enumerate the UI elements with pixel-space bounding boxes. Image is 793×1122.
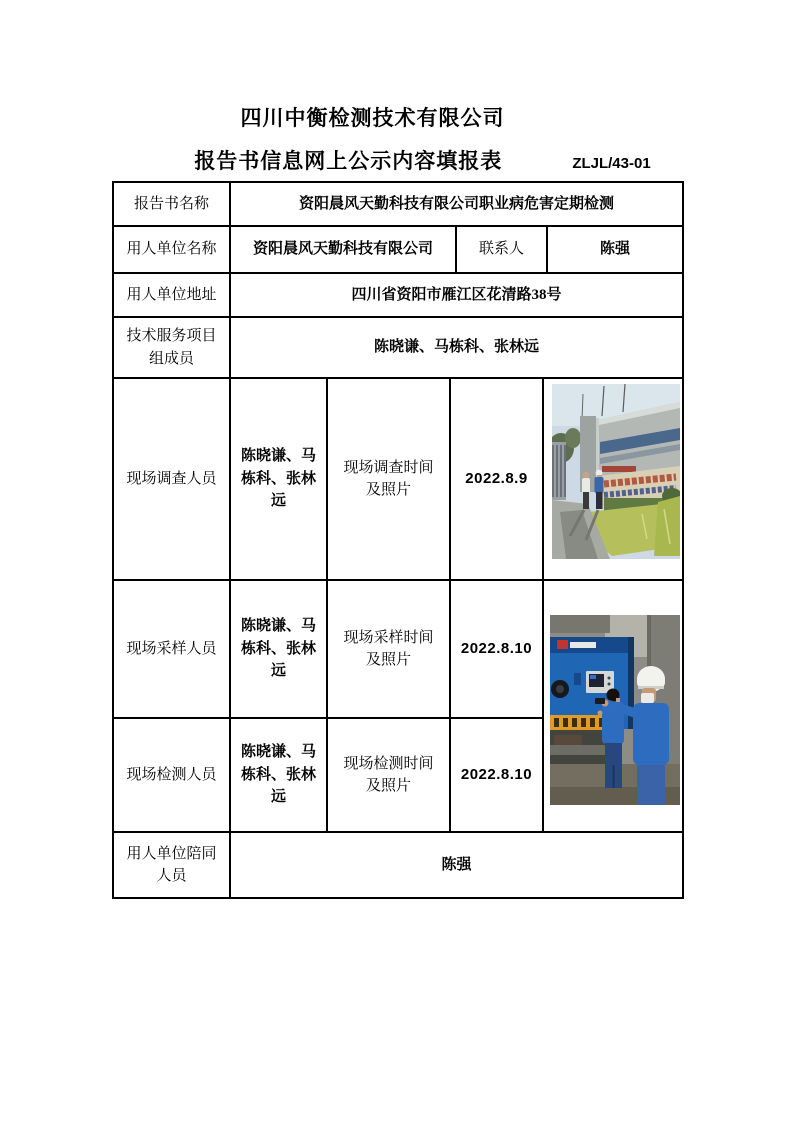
report-name-label-cell — [114, 183, 231, 225]
testing-members-cell — [231, 719, 328, 831]
survey-label-cell — [114, 379, 231, 579]
survey-label: 现场调查人员 — [126, 470, 217, 487]
escort-value-cell — [231, 833, 682, 897]
team-value: 陈晓谦、马栋科、张林远 — [373, 339, 539, 356]
contact-label: 联系人 — [478, 241, 524, 258]
contact-label-cell — [457, 227, 548, 272]
survey-photo-cell — [544, 379, 682, 579]
contact-value: 陈强 — [599, 241, 630, 258]
company-title: 四川中衡检测技术有限公司 — [240, 106, 505, 130]
sampling-members: 陈晓谦、马栋科、张林远 — [240, 618, 316, 680]
testing-date: 2022.8.10 — [460, 765, 533, 783]
fieldwork-photo — [550, 615, 680, 805]
sampling-label-cell — [114, 581, 231, 717]
survey-time-label-cell — [328, 379, 451, 579]
address-label-cell — [114, 274, 231, 316]
testing-label: 现场检测人员 — [126, 766, 217, 783]
row-address — [114, 274, 682, 318]
contact-value-cell — [548, 227, 682, 272]
employer-value: 资阳晨风天勤科技有限公司 — [252, 241, 433, 258]
team-label: 技术服务项目组成员 — [126, 328, 217, 367]
team-label-cell — [114, 318, 231, 377]
row-testing — [114, 719, 544, 831]
sampling-testing-left — [114, 581, 544, 831]
row-survey — [114, 379, 682, 581]
escort-label: 用人单位陪同人员 — [126, 845, 217, 884]
rows-sampling-testing — [114, 581, 682, 833]
survey-members: 陈晓谦、马栋科、张林远 — [240, 448, 316, 510]
testing-time-label: 现场检测时间及照片 — [343, 755, 434, 794]
row-escort — [114, 833, 682, 897]
survey-time-label: 现场调查时间及照片 — [343, 459, 434, 498]
escort-label-cell — [114, 833, 231, 897]
survey-date-cell — [451, 379, 544, 579]
address-value-cell — [231, 274, 682, 316]
row-employer — [114, 227, 682, 274]
row-team — [114, 318, 682, 379]
form-title-row — [26, 145, 793, 175]
testing-date-cell — [451, 719, 544, 831]
form-code: ZLJL/43-01 — [572, 155, 651, 172]
survey-date: 2022.8.9 — [465, 469, 528, 487]
sampling-label: 现场采样人员 — [126, 640, 217, 657]
employer-label-cell — [114, 227, 231, 272]
survey-members-cell — [231, 379, 328, 579]
sampling-time-label-cell — [328, 581, 451, 717]
testing-members: 陈晓谦、马栋科、张林远 — [240, 744, 316, 806]
testing-time-label-cell — [328, 719, 451, 831]
escort-value: 陈强 — [441, 856, 472, 873]
sampling-date-cell — [451, 581, 544, 717]
team-value-cell — [231, 318, 682, 377]
survey-photo — [552, 384, 680, 559]
row-sampling — [114, 581, 544, 719]
address-label: 用人单位地址 — [126, 286, 217, 303]
fieldwork-photo-cell — [544, 581, 682, 831]
employer-label: 用人单位名称 — [126, 241, 217, 258]
sampling-date: 2022.8.10 — [460, 639, 533, 657]
sampling-members-cell — [231, 581, 328, 717]
report-name-label: 报告书名称 — [133, 195, 209, 212]
sampling-time-label: 现场采样时间及照片 — [343, 629, 434, 668]
form-title: 报告书信息网上公示内容填报表 — [194, 149, 503, 173]
report-name-value-cell — [231, 183, 682, 225]
address-value: 四川省资阳市雁江区花清路38号 — [351, 286, 562, 303]
employer-value-cell — [231, 227, 457, 272]
testing-label-cell — [114, 719, 231, 831]
report-name-value: 资阳晨风天勤科技有限公司职业病危害定期检测 — [298, 195, 614, 212]
report-info-table — [112, 181, 684, 899]
row-report-name — [114, 183, 682, 227]
